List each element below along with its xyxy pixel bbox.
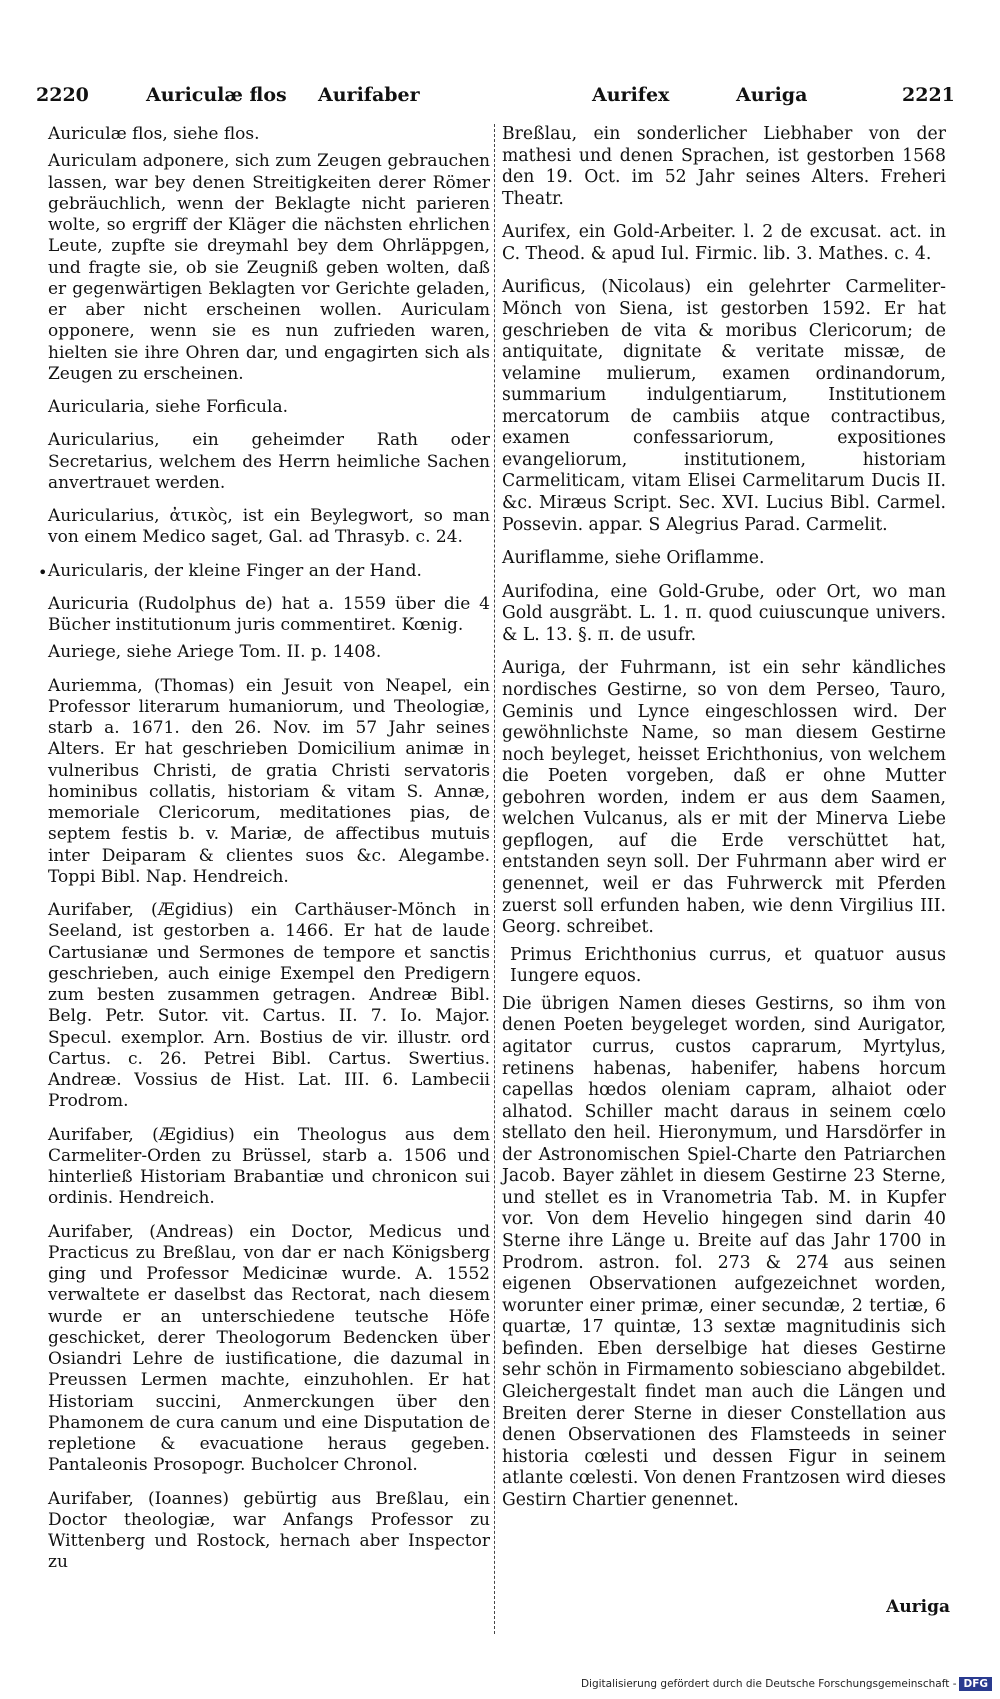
head-word-right-2: Auriga xyxy=(736,84,808,106)
digitization-footer xyxy=(581,1677,992,1691)
entry-aurifaber-ioannes: Aurifaber, (Ioannes) gebürtig aus Breßlau, ein Doctor theologiæ, war Anfangs Professor zu Wittenberg und Rostock, hernach aber Inspector zu xyxy=(48,1488,490,1573)
left-column xyxy=(48,124,490,1586)
entry-aurifaber-aegidius-2: Aurifaber, (Ægidius) ein Theologus aus dem Carmeliter-Orden zu Brüssel, starb a. 1506 und hinterließ Historiam Brabantiæ und chronicon sui ordinis. Hendreich. xyxy=(48,1124,490,1209)
page-number-left: 2220 xyxy=(36,84,89,106)
head-word-right-1: Aurifex xyxy=(592,84,670,106)
entry-auriga: Auriga, der Fuhrmann, ist ein sehr kändliches nordisches Gestirne, so von dem Perseo, Tauro, Geminis und Lynce eingeschlossen wird. Der gewöhnlichste Name, so man diesem Gestirne noch beyleget, heisset Erichthonius, von welchem die Poeten vorgeben, daß er ohne Mutter gebohren worden, indem er aus dem Saamen, welchen Vulcanus, als er mit der Minerva Liebe gepflogen, auf die Erde verschüttet hat, entstanden seyn soll. Der Fuhrmann aber wird er genennet, weil er das Fuhrwerck mit Pferden zuerst soll erfunden haben, wie denn Virgilius III. Georg. schreibet. xyxy=(502,658,946,938)
margin-bullet: • xyxy=(38,563,48,582)
entry-auriflamme: Auriflamme, siehe Oriflamme. xyxy=(502,548,765,569)
entry-auriculam-adponere: Auriculam adponere, sich zum Zeugen gebrauchen lassen, war bey denen Streitigkeiten derer Römer gebräuchlich, wenn der Beklagte nicht parieren wolte, so ergriff der Kläger die nächsten ehrlichen Leute, zupfte sie dreymahl bey dem Ohrläppgen, und fragte sie, ob sie Zeugniß geben wolten, daß er gegenwärtigen Beklagten vor Gerichte geladen, er aber nicht erscheinen wollen. Auriculam opponere, wenn sie es nun zufrieden waren, hielten sie ihre Ohren dar, und engagirten sich als Zeugen zu erscheinen. xyxy=(48,151,490,384)
entry-aurifodina: Aurifodina, eine Gold-Grube, oder Ort, wo man Gold ausgräbt. L. 1. π. quod cuiuscunque univers. & L. 13. §. π. de usufr. xyxy=(502,581,946,645)
verse-quotation: Primus Erichthonius currus, et quatuor ausus Iungere equos. xyxy=(510,944,946,987)
catchword: Auriga xyxy=(886,1597,950,1617)
footer-text: Digitalisierung gefördert durch die Deutsche Forschungsgemeinschaft - xyxy=(580,1678,957,1690)
entry-auricularia: Auricularia, siehe Forficula. xyxy=(48,397,288,417)
entry-aurifaber-aegidius-1: Aurifaber, (Ægidius) ein Carthäuser-Mönch in Seeland, ist gestorben a. 1466. Er hat de laude Cartusianæ und Sermones de tempore et sanctis geschrieben, auch einige Exempel den Predigern zum besten zusammen getragen. Andreæ Bibl. Belg. Petr. Sutor. vit. Cartus. II. 7. Io. Major. Specul. exemplor. Arn. Bostius de vir. illustr. ord Cartus. c. 26. Petrei Bibl. Cartus. Swertius. Andreæ. Vossius de Hist. Lat. III. 6. Lambecii Prodrom. xyxy=(48,900,490,1112)
entry-auriege: Auriege, siehe Ariege Tom. II. p. 1408. xyxy=(48,642,382,663)
entry-aurifaber-andreas: Aurifaber, (Andreas) ein Doctor, Medicus und Practicus zu Breßlau, von dar er nach Königsberg ging und Professor Medicinæ wurde. A. 1552 verwaltete er daselbst das Rectorat, nach diesem wurde er an unterschiedene teutsche Höfe geschicket, derer Theologorum Bedencken über Osiandri Lehre de iustificatione, die dazumal in Preussen Lermen machte, einzuhohlen. Er hat Historiam succini, Anmerckungen über den Phamonem de cura canum und eine Disputation de repletione & evacuatione heraus gegeben. Pantaleonis Prosopogr. Bucholcer Chronol. xyxy=(48,1221,490,1476)
entry-auricuria: Auricuria (Rudolphus de) hat a. 1559 über die 4 Bücher institutionum juris commentiret. Kœnig. xyxy=(48,593,490,635)
entry-auricularius-1: Auricularius, ein geheimder Rath oder Secretarius, welchem des Herrn heimliche Sachen anvertrauet werden. xyxy=(48,430,490,493)
entry-auriculae-flos: Auriculæ flos, siehe flos. xyxy=(48,124,260,144)
entry-auriga-names: Die übrigen Namen dieses Gestirns, so ihm von denen Poeten beygeleget worden, sind Aurigator, agitator currus, custos caprarum, Myrtylus, retinens habenas, habenifer, habens horcum capellas hœdos oleniam capram, alhaiot oder alhatod. Schiller macht daraus in seinem cœlo stellato den heil. Hieronymum, und Harsdörfer in der Astronomischen Spiel-Charte den Patriarchen Jacob. Bayer zählet in diesem Gestirne 23 Sterne, und stellet es in Vranometria Tab. M. in Kupfer vor. Von dem Hevelio hingegen sind darin 40 Sterne ihre Länge u. Breite auf das Jahr 1700 in Prodrom. astron. fol. 273 & 274 aus seinen eigenen Observationen aufgezeichnet worden, worunter einer primæ, einer secundæ, 2 tertiæ, 6 quartæ, 17 quintæ, 13 sextæ magnitudinis sich befinden. Eben derselbige hat dieses Gestirne sehr schön in Firmamento sobiesciano abgebildet. Gleichergestalt findet man auch die Längen und Breiten derer Sterne in dieser Constellation aus denen Observationen des Flamsteeds in seiner historia cœlesti und dessen Figur in seinem atlante cœlesti. Von denen Frantzosen wird dieses Gestirn Chartier genennet. xyxy=(502,993,946,1510)
dfg-logo: DFG xyxy=(959,1677,992,1691)
entry-auriemma: Auriemma, (Thomas) ein Jesuit von Neapel, ein Professor literarum humaniorum, und Theologiæ, starb a. 1671. den 26. Nov. im 57 Jahr seines Alters. Er hat geschrieben Domicilium animæ in vulneribus Christi, de gratia Christi servatoris hominibus collatis, historiam & vitam S. Annæ, memoriale Clericorum, meditationes pias, de septem festis b. v. Mariæ, de affectibus mutuis inter Deiparam & clientes suos &c. Alegambe. Toppi Bibl. Nap. Hendreich. xyxy=(48,675,490,887)
page-number-right: 2221 xyxy=(902,84,955,106)
entry-aurifex: Aurifex, ein Gold-Arbeiter. l. 2 de excusat. act. in C. Theod. & apud Iul. Firmic. lib. 3. Mathes. c. 4. xyxy=(502,222,946,264)
entry-auricularius-2: Auricularius, ἀτικὸς, ist ein Beylegwort, so man von einem Medico saget, Gal. ad Thrasyb. c. 24. xyxy=(48,506,490,548)
head-word-left-1: Auriculæ flos xyxy=(146,84,287,106)
running-header xyxy=(36,84,954,118)
right-column xyxy=(502,124,946,1523)
entry-aurifaber-ioannes-cont: Breßlau, ein sonderlicher Liebhaber von der mathesi und denen Sprachen, ist gestorben 1568 den 19. Oct. im 52 Jahr seines Alters. Freheri Theatr. xyxy=(502,124,946,209)
head-word-left-2: Aurifaber xyxy=(318,84,420,106)
entry-aurificus: Aurificus, (Nicolaus) ein gelehrter Carmeliter-Mönch von Siena, ist gestorben 1592. Er hat geschrieben de vita & moribus Clericorum; de antiquitate, dignitate & veritate missæ, de velamine mulierum, examen ordinandorum, summarium indulgentiarum, Institutionem mercatorum de cambiis atque contractibus, examen confessariorum, expositiones evangeliorum, institutionem, historiam Carmeliticam, vitam Elisei Carmelitarum Ducis II. &c. Miræus Script. Sec. XVI. Lucius Bibl. Carmel. Possevin. appar. S Alegrius Parad. Carmelit. xyxy=(502,277,946,535)
column-divider xyxy=(494,124,496,1634)
entry-auricularis: Auricularis, der kleine Finger an der Hand. xyxy=(48,560,422,581)
